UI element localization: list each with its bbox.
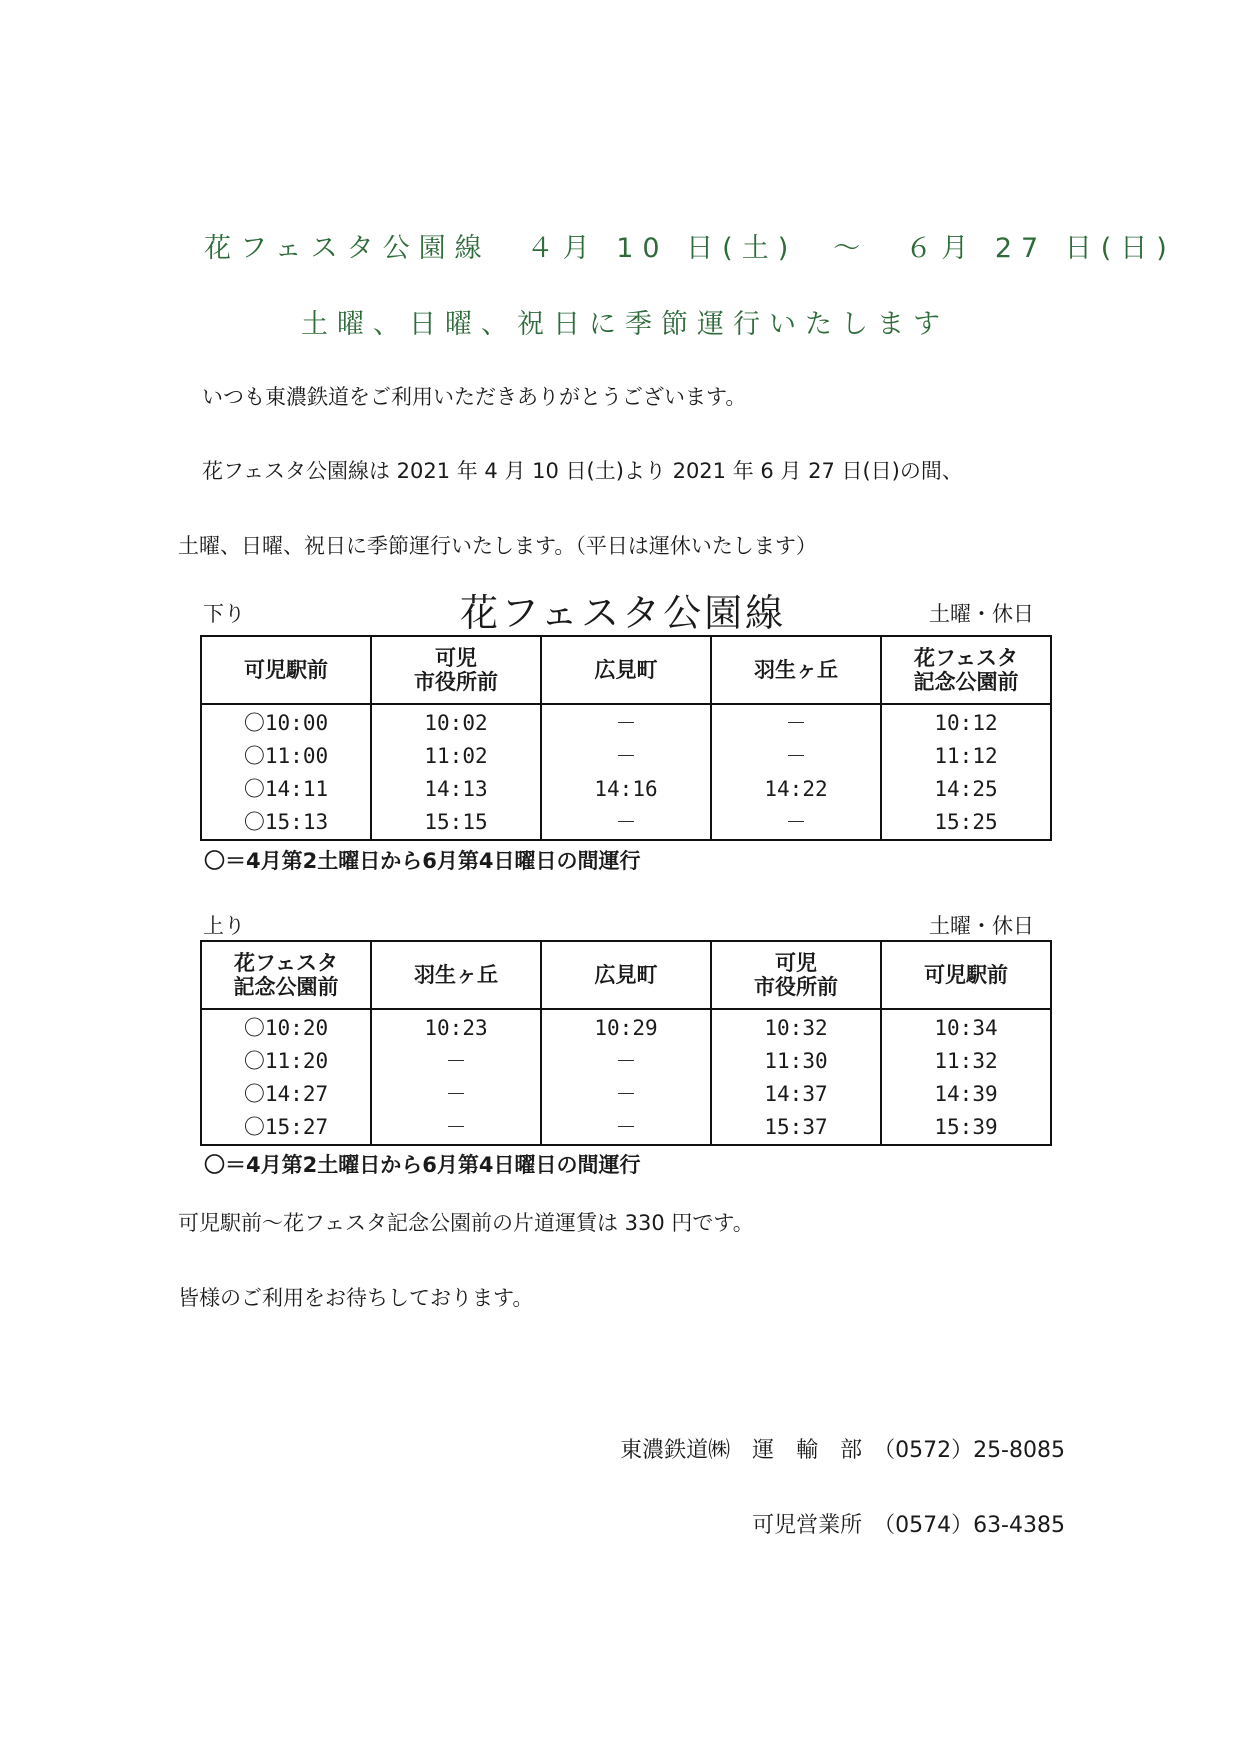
up-time-cell: 10:23 [371, 1009, 541, 1045]
up-time-cell: 15:37 [711, 1111, 881, 1145]
down-header-text: 花フェスタ [914, 646, 1018, 670]
table-row [201, 1111, 1051, 1145]
down-time-cell: 〇14:11 [201, 773, 371, 806]
down-header-text: 羽生ヶ丘 [754, 658, 838, 682]
up-time-cell: 11:30 [711, 1045, 881, 1078]
up-header-text: 花フェスタ [234, 951, 338, 975]
down-day-type: 土曜・休日 [929, 602, 1034, 626]
up-time-cell: 10:34 [881, 1009, 1051, 1045]
table-row [201, 1009, 1051, 1045]
table-row [201, 1045, 1051, 1078]
down-time-cell: 14:25 [881, 773, 1051, 806]
down-time-cell: 10:12 [881, 704, 1051, 740]
up-header-row [201, 941, 1051, 1009]
down-time-cell: 14:13 [371, 773, 541, 806]
up-time-cell: 〇10:20 [201, 1009, 371, 1045]
down-time-cell: 〇10:00 [201, 704, 371, 740]
up-time-cell: － [371, 1045, 541, 1078]
up-time-cell: 14:39 [881, 1078, 1051, 1111]
down-header-text: 可児駅前 [244, 658, 328, 682]
up-time-cell: 11:32 [881, 1045, 1051, 1078]
up-header-cell [711, 941, 881, 1009]
down-time-cell: 10:02 [371, 704, 541, 740]
down-header-cell [711, 636, 881, 704]
down-timetable [200, 635, 1052, 841]
down-header-row [201, 636, 1051, 704]
up-time-cell: 〇14:27 [201, 1078, 371, 1111]
heading-line-1: 花フェスタ公園線 ４月 10 日(土) ～ ６月 27 日(日) [204, 233, 1176, 264]
up-note: 〇＝4月第2土曜日から6月第4日曜日の間運行 [204, 1153, 641, 1177]
heading-line-2: 土曜、日曜、祝日に季節運行いたします [301, 309, 949, 340]
down-time-cell: － [541, 806, 711, 840]
down-time-cell: － [711, 806, 881, 840]
up-time-cell: 〇11:20 [201, 1045, 371, 1078]
up-header-text: 記念公園前 [233, 975, 339, 999]
table-row [201, 740, 1051, 773]
contact-kani-office: 可児営業所 （0574）63-4385 [752, 1513, 1065, 1538]
intro-greeting: いつも東濃鉄道をご利用いただきありがとうございます。 [202, 385, 747, 409]
down-time-cell: 11:02 [371, 740, 541, 773]
down-time-cell: 14:16 [541, 773, 711, 806]
intro-period: 花フェスタ公園線は 2021 年 4 月 10 日(土)より 2021 年 6 月 27 日(日)の間、 [202, 459, 963, 483]
up-time-cell: 〇15:27 [201, 1111, 371, 1145]
timetable-title: 花フェスタ公園線 [460, 591, 787, 635]
up-header-text: 可児駅前 [924, 963, 1008, 987]
down-header-text: 可児 [435, 646, 477, 670]
up-header-cell [541, 941, 711, 1009]
closing-message: 皆様のご利用をお待ちしております。 [178, 1286, 534, 1310]
down-time-cell: － [711, 704, 881, 740]
down-time-cell: 14:22 [711, 773, 881, 806]
table-row [201, 806, 1051, 840]
down-time-cell: 〇15:13 [201, 806, 371, 840]
up-timetable [200, 940, 1052, 1146]
down-time-cell: － [541, 704, 711, 740]
down-time-cell: 15:25 [881, 806, 1051, 840]
up-time-cell: － [541, 1078, 711, 1111]
up-direction-label: 上り [203, 914, 245, 938]
up-time-cell: 14:37 [711, 1078, 881, 1111]
down-header-text: 記念公園前 [913, 670, 1019, 694]
down-time-cell: 〇11:00 [201, 740, 371, 773]
table-row [201, 773, 1051, 806]
up-time-cell: － [371, 1111, 541, 1145]
table-row [201, 1078, 1051, 1111]
down-header-cell [881, 636, 1051, 704]
up-time-cell: － [541, 1045, 711, 1078]
up-time-cell: 10:29 [541, 1009, 711, 1045]
intro-schedule: 土曜、日曜、祝日に季節運行いたします。（平日は運休いたします） [178, 534, 817, 558]
up-header-text: 羽生ヶ丘 [414, 963, 498, 987]
up-header-text: 広見町 [594, 963, 658, 987]
up-header-text: 可児 [775, 951, 817, 975]
down-header-cell [371, 636, 541, 704]
up-timetable-body [201, 1009, 1051, 1145]
down-direction-label: 下り [203, 602, 245, 626]
down-note: 〇＝4月第2土曜日から6月第4日曜日の間運行 [204, 849, 641, 873]
down-header-text: 広見町 [594, 658, 658, 682]
down-time-cell: 11:12 [881, 740, 1051, 773]
up-time-cell: 10:32 [711, 1009, 881, 1045]
down-timetable-body [201, 704, 1051, 840]
table-row [201, 704, 1051, 740]
up-header-text: 市役所前 [754, 975, 838, 999]
contact-transport-dept: 東濃鉄道㈱ 運 輸 部 （0572）25-8085 [620, 1438, 1065, 1463]
up-time-cell: － [371, 1078, 541, 1111]
down-time-cell: － [541, 740, 711, 773]
fare-info: 可児駅前～花フェスタ記念公園前の片道運賃は 330 円です。 [178, 1211, 754, 1235]
up-header-cell [881, 941, 1051, 1009]
up-time-cell: － [541, 1111, 711, 1145]
up-header-cell [371, 941, 541, 1009]
down-time-cell: － [711, 740, 881, 773]
up-time-cell: 15:39 [881, 1111, 1051, 1145]
up-header-cell [201, 941, 371, 1009]
up-day-type: 土曜・休日 [929, 914, 1034, 938]
down-time-cell: 15:15 [371, 806, 541, 840]
down-header-cell [541, 636, 711, 704]
down-header-text: 市役所前 [414, 670, 498, 694]
down-header-cell [201, 636, 371, 704]
